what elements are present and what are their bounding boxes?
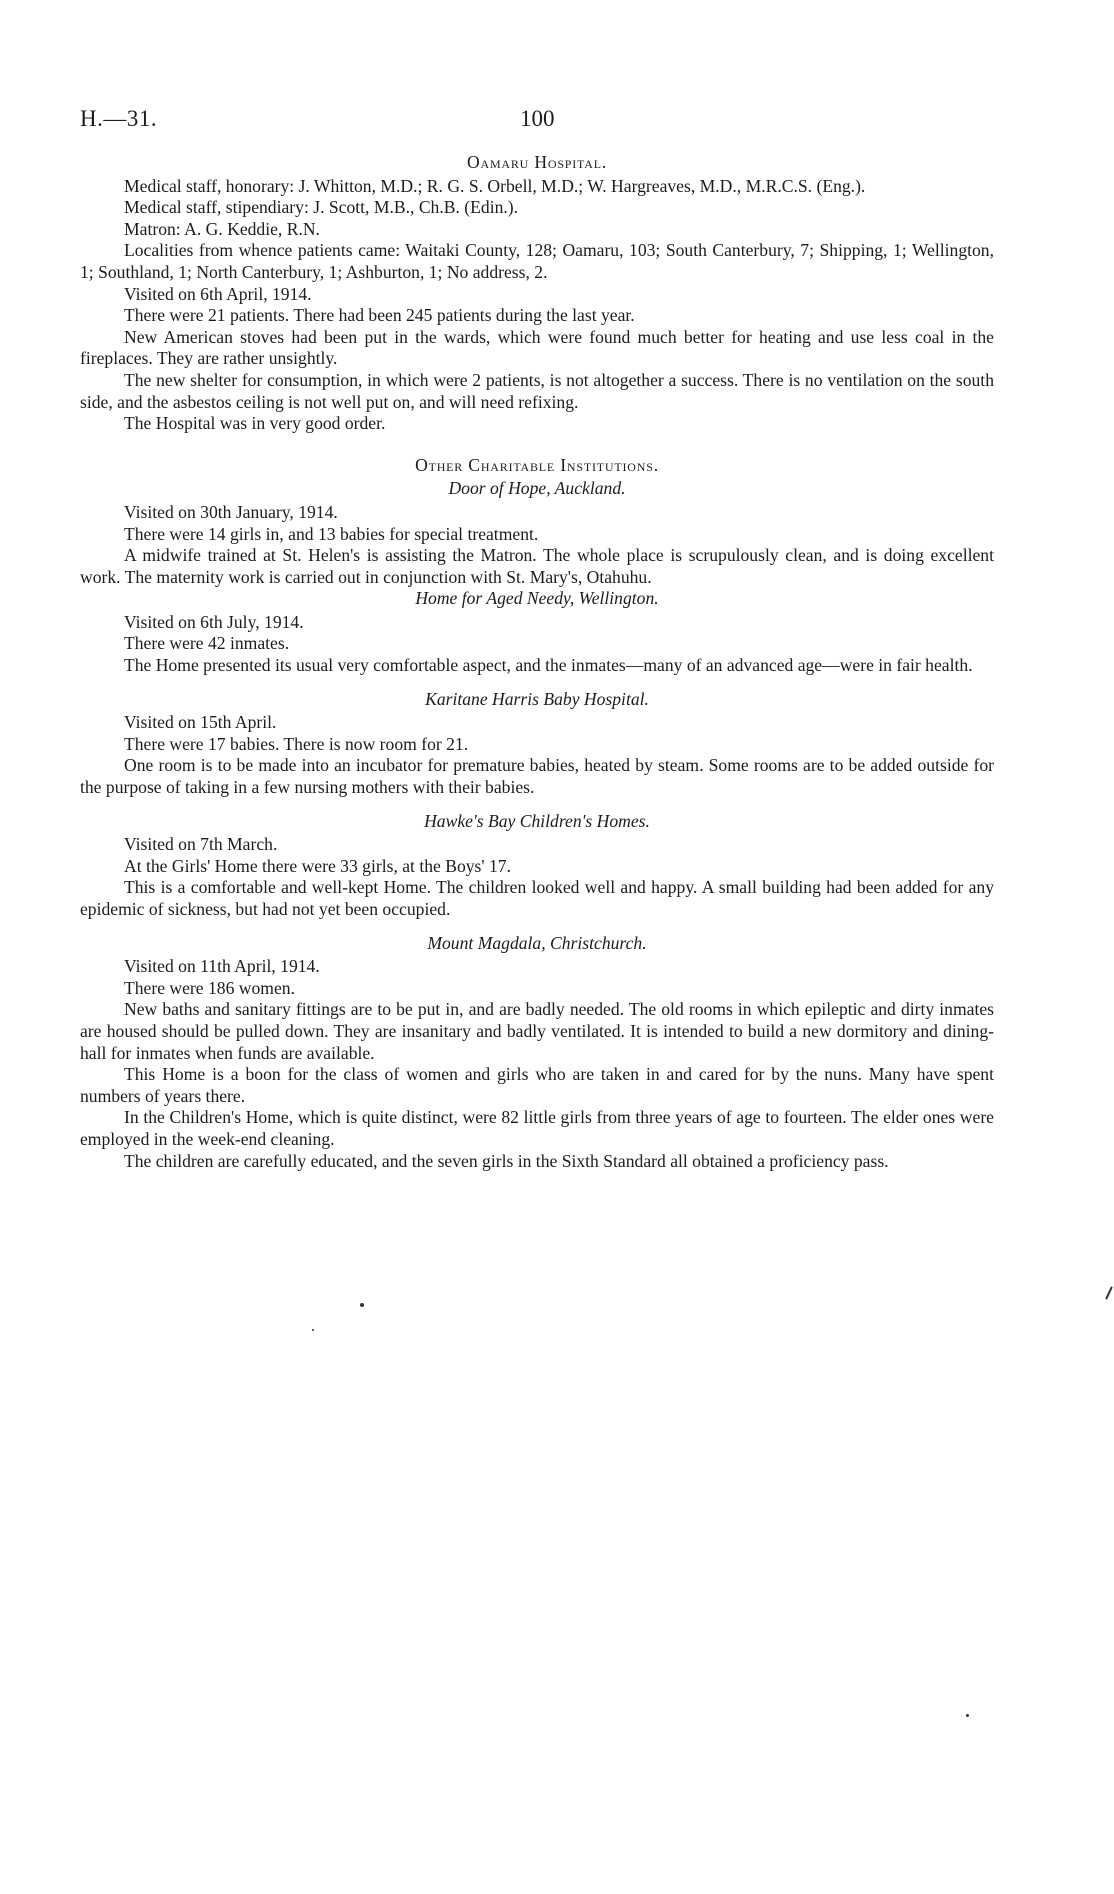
scan-speck xyxy=(1105,1286,1113,1300)
scan-speck xyxy=(966,1714,969,1717)
paragraph: Visited on 11th April, 1914. xyxy=(124,956,320,977)
scan-speck xyxy=(312,1329,314,1331)
paragraph: This Home is a boon for the class of women and girls who are taken in and cared for by the nuns. Many have spent numbers of years there. xyxy=(80,1064,994,1106)
paragraph: There were 14 girls in, and 13 babies for special treatment. xyxy=(124,523,539,544)
paragraph: Visited on 6th April, 1914. xyxy=(124,283,312,304)
paragraph: A midwife trained at St. Helen's is assisting the Matron. The whole place is scrupulously clean, and is doing excellent work. The maternity work is carried out in conjunction with St. Mary's, Otahuhu. xyxy=(80,545,994,587)
subsection-title-karitane-harris: Karitane Harris Baby Hospital. xyxy=(425,688,649,709)
paragraph: The Home presented its usual very comfortable aspect, and the inmates—many of an advanced age—were in fair health. xyxy=(124,655,973,676)
paragraph: Localities from whence patients came: Waitaki County, 128; Oamaru, 103; South Canterbury, 7; Shipping, 1; Wellington, 1; Southland, 1; North Canterbury, 1; Ashburton, 1; No address, 2. xyxy=(80,240,994,282)
paragraph: One room is to be made into an incubator for premature babies, heated by steam. Some rooms are to be added outside for the purpose of taking in a few nursing mothers with their babies. xyxy=(80,755,994,798)
paragraph: Medical staff, honorary: J. Whitton, M.D.; R. G. S. Orbell, M.D.; W. Hargreaves, M.D., M.R.C.S. (Eng.). xyxy=(124,175,866,196)
page-body xyxy=(80,152,994,1172)
paragraph: Medical staff, stipendiary: J. Scott, M.B., Ch.B. (Edin.). xyxy=(124,197,519,218)
page-number: 100 xyxy=(520,106,555,131)
paragraph: There were 42 inmates. xyxy=(124,633,290,654)
paragraph: Visited on 30th January, 1914. xyxy=(124,501,338,522)
paragraph: There were 186 women. xyxy=(124,977,295,998)
paragraph: The new shelter for consumption, in which were 2 patients, is not altogether a success. There is no ventilation on the south side, and the asbestos ceiling is not well put on, and will need refixing. xyxy=(80,369,994,412)
scan-speck xyxy=(360,1303,364,1307)
section-title-oamaru-hospital: Oamaru Hospital. xyxy=(466,152,608,172)
paragraph: Matron: A. G. Keddie, R.N. xyxy=(124,218,320,239)
section-title-other-charitable-institutions: Other Charitable Institutions. xyxy=(415,454,659,475)
paragraph: The Hospital was in very good order. xyxy=(124,413,386,434)
paragraph: This is a comfortable and well-kept Home. The children looked well and happy. A small building had been added for any epidemic of sickness, but had not yet been occupied. xyxy=(80,877,994,919)
paragraph: New American stoves had been put in the wards, which were found much better for heating and use less coal in the fireplaces. They are rather unsightly. xyxy=(80,326,994,369)
document-reference: H.—31. xyxy=(80,106,158,131)
paragraph: New baths and sanitary fittings are to be put in, and are badly needed. The old rooms in which epileptic and dirty inmates are housed should be pulled down. They are insanitary and badly ventilated. It is intended to build a new dormitory and dining-hall for inmates when funds are available. xyxy=(80,999,994,1063)
paragraph: In the Children's Home, which is quite distinct, were 82 little girls from three years of age to fourteen. The elder ones were employed in the week-end cleaning. xyxy=(80,1107,994,1149)
paragraph: At the Girls' Home there were 33 girls, at the Boys' 17. xyxy=(124,855,511,876)
paragraph: Visited on 15th April. xyxy=(124,712,277,733)
paragraph: There were 17 babies. There is now room for 21. xyxy=(124,733,469,754)
paragraph: The children are carefully educated, and the seven girls in the Sixth Standard all obtained a proficiency pass. xyxy=(124,1150,889,1171)
paragraph: There were 21 patients. There had been 245 patients during the last year. xyxy=(124,305,635,326)
paragraph: Visited on 7th March. xyxy=(124,834,278,855)
subsection-title-mount-magdala: Mount Magdala, Christchurch. xyxy=(427,932,647,953)
subsection-title-hawkes-bay: Hawke's Bay Children's Homes. xyxy=(424,810,650,831)
paragraph: Visited on 6th July, 1914. xyxy=(124,611,304,632)
subsection-title-home-for-aged-needy: Home for Aged Needy, Wellington. xyxy=(415,588,659,609)
subsection-title-door-of-hope: Door of Hope, Auckland. xyxy=(448,478,626,499)
